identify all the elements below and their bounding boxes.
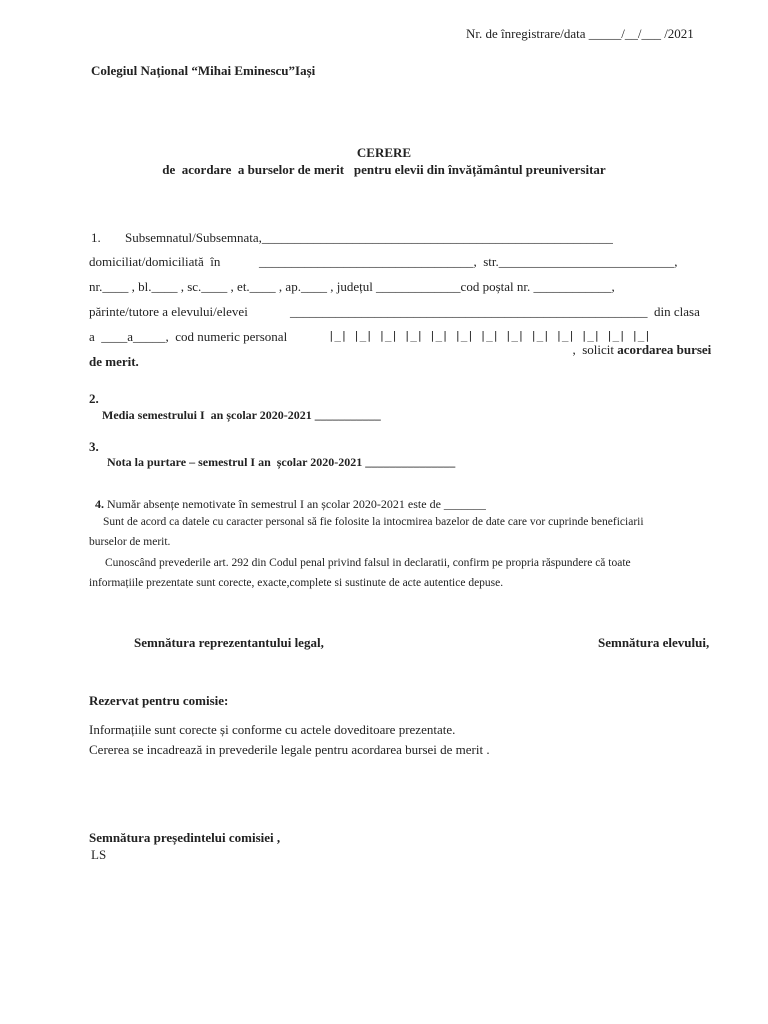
consent-paragraph-2-line-1: Cunoscând prevederile art. 292 din Codul penal privind falsul in declaratii, confirm pe propria răspundere că toate — [105, 557, 631, 569]
legal-representative-signature-label: Semnătura reprezentantului legal, — [134, 635, 324, 650]
document-subtitle: de acordare a burselor de merit pentru elevii din învățământul preuniversitar — [162, 162, 606, 177]
document-title: CERERE — [356, 145, 412, 160]
student-signature-label: Semnătura elevului, — [598, 635, 710, 650]
consent-paragraph-1-line-1: Sunt de acord ca datele cu caracter personal să fie folosite la intocmirea bazelor de date care vor cuprinde beneficiarii — [103, 516, 644, 528]
applicant-name-line: Subsemnatul/Subsemnata,______________________________________________________ — [125, 230, 613, 245]
absences-text: Număr absențe nemotivate în semestrul I an școlar 2020-2021 este de _______ — [104, 497, 486, 511]
address-details-line: nr.____ , bl.____ , sc.____ , et.____ , ap.____ , județul _____________cod poștal nr. ____________, — [89, 279, 615, 294]
merit-scholarship-label: de merit. — [89, 354, 139, 369]
domicile-street-line: _________________________________, str.___________________________, — [259, 254, 678, 269]
section-number-1: 1. — [91, 230, 101, 245]
class-cnp-label: a ____a_____, cod numeric personal — [89, 329, 288, 344]
commission-line-2: Cererea se incadrează in prevederile legale pentru acordarea bursei de merit . — [89, 742, 490, 757]
request-bold: acordarea bursei — [617, 342, 712, 357]
consent-paragraph-1-line-2: burselor de merit. — [89, 536, 171, 548]
cnp-boxes: |_| |_| |_| |_| |_| |_| |_| |_| |_| |_| |_| |_| |_| — [328, 329, 651, 342]
commission-line-1: Informațiile sunt corecte și conforme cu actele doveditoare prezentate. — [89, 722, 456, 737]
guardian-label: părinte/tutore a elevului/elevei — [89, 304, 248, 319]
president-signature-label: Semnătura președintelui comisiei , — [89, 830, 281, 845]
section-number-2: 2. — [89, 391, 99, 406]
commission-heading: Rezervat pentru comisie: — [89, 693, 229, 708]
semester-average-line: Media semestrului I an școlar 2020-2021 ___________ — [102, 408, 381, 422]
registration-number-field: Nr. de înregistrare/data _____/__/___ /2021 — [466, 26, 694, 41]
request-text — [566, 330, 711, 356]
student-name-class-line: _______________________________________________________ din clasa — [290, 304, 700, 319]
domicile-label: domiciliat/domiciliată în — [89, 254, 221, 269]
consent-paragraph-2-line-2: informațiile prezentate sunt corecte, exacte,complete si sustinute de acte autentice depuse. — [89, 577, 504, 589]
conduct-grade-line: Nota la purtare – semestrul I an școlar 2020-2021 _______________ — [107, 455, 456, 469]
seal-ls-label: LS — [91, 847, 107, 862]
school-name: Colegiul Național “Mihai Eminescu”Iași — [91, 63, 316, 78]
absences-line — [89, 486, 486, 510]
request-plain: , solicit — [572, 342, 618, 357]
section-number-3: 3. — [89, 439, 99, 454]
section-number-4: 4. — [95, 497, 104, 511]
